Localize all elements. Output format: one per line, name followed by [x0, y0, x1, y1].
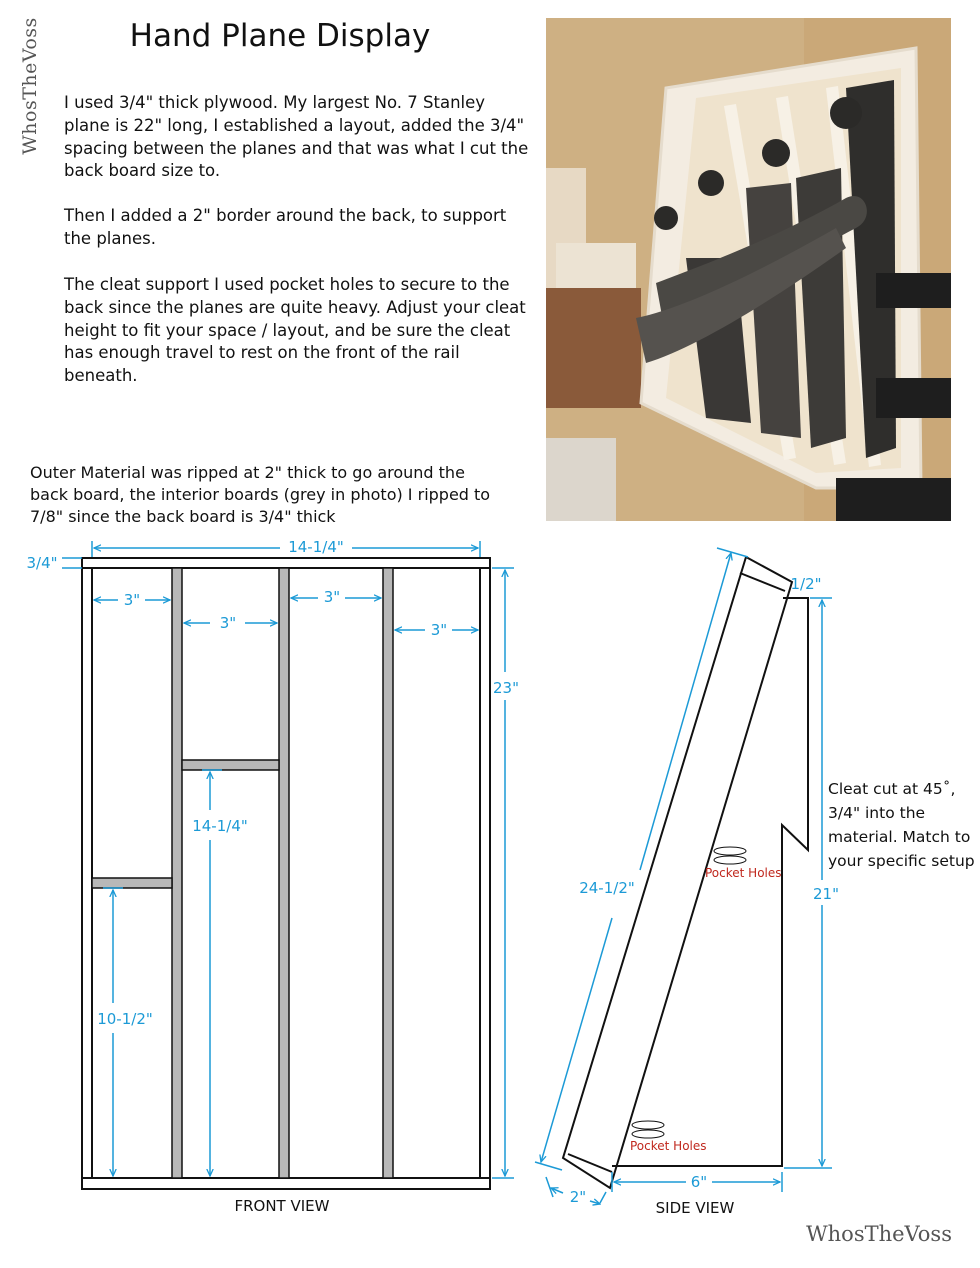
front-height-dim: 23" — [493, 679, 519, 697]
front-lower-shelf-dim: 10-1/2" — [97, 1010, 153, 1028]
pocket-hole-icon — [632, 1121, 664, 1138]
page-title: Hand Plane Display — [129, 18, 431, 54]
side-top-dim: 1/2" — [790, 575, 822, 593]
border-paragraph: Then I added a 2" border around the back, to support the planes. — [64, 206, 507, 248]
front-thickness-dim: 3/4" — [26, 554, 58, 572]
front-gap3-dim: 3" — [323, 588, 341, 606]
material-paragraph: Outer Material was ripped at 2" thick to go around the back board, the interior boards (grey in photo) I ripped to 7/8" since the back board is 3/4" thick — [30, 463, 491, 527]
side-length-dim: 24-1/2" — [579, 879, 635, 897]
front-view-label: FRONT VIEW — [234, 1197, 330, 1215]
front-width-dim: 14-1/4" — [288, 538, 344, 556]
front-upper-shelf-dim: 14-1/4" — [192, 817, 248, 835]
side-thickness-dim: 2" — [569, 1188, 587, 1206]
pocket-holes-label-lower: Pocket Holes — [630, 1139, 707, 1153]
front-gap2-dim: 3" — [219, 614, 237, 632]
cleat-note: Cleat cut at 45˚, 3/4" into the material. Match to your specific setup — [828, 780, 975, 870]
side-bottom-dim: 6" — [690, 1173, 708, 1191]
intro-paragraph: I used 3/4" thick plywood. My largest No. 7 Stanley plane is 22" long, I established a layout, added the 3/4" spacing between the planes and that was what I cut the back board size to. — [64, 93, 529, 181]
pocket-holes-label-upper: Pocket Holes — [705, 866, 782, 880]
side-height-dim: 21" — [813, 885, 839, 903]
brand-watermark-bottom: WhosTheVoss — [806, 1222, 952, 1246]
side-view-label: SIDE VIEW — [655, 1199, 735, 1217]
front-gap1-dim: 3" — [123, 591, 141, 609]
brand-watermark-side: WhosTheVoss — [19, 17, 41, 155]
cleat-paragraph: The cleat support I used pocket holes to secure to the back since the planes are quite heavy. Adjust your cleat height to fit your space / layout, and be sure the cleat has enough travel to rest on the front of the rail beneath. — [64, 275, 526, 386]
front-gap4-dim: 3" — [430, 621, 448, 639]
pocket-hole-icon — [714, 847, 746, 864]
